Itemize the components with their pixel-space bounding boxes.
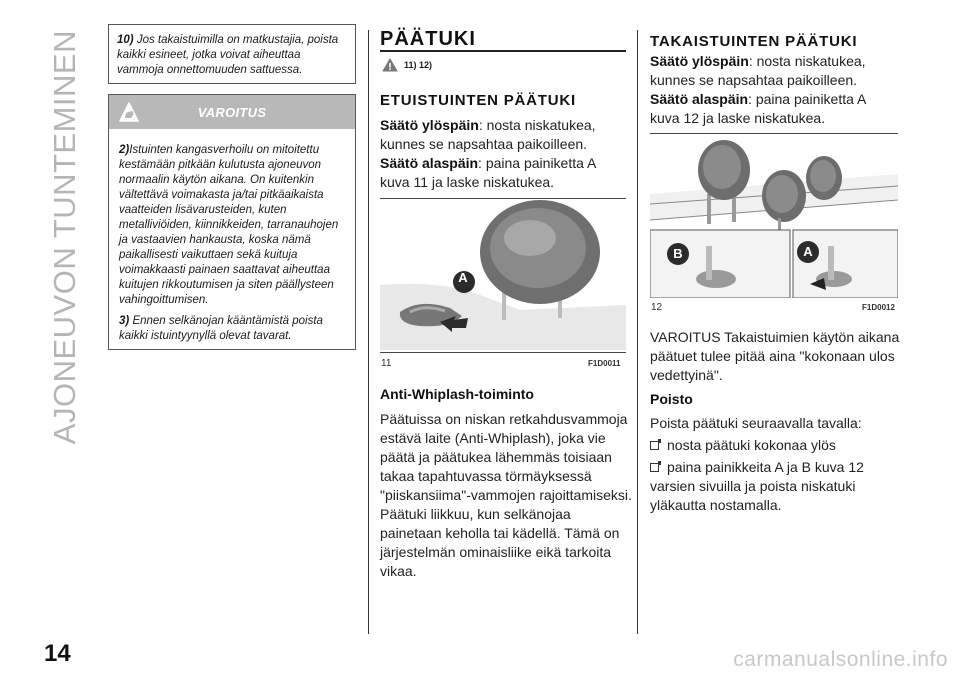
adjust-up-label: Säätö ylöspäin: [380, 117, 479, 133]
note-text: Jos takaistuimilla on matkustajia, poista kaikki esineet, jotka voivat aiheuttaa vammoja onnettomuuden sattuessa.: [117, 34, 339, 76]
adjust-up-text: : nosta niskatukea, kunnes se napsahtaa paikoilleen.: [650, 53, 866, 88]
column-divider-2: [637, 30, 638, 634]
adjust-up-text: : nosta niskatukea, kunnes se napsahtaa paikoilleen.: [380, 117, 596, 152]
figure-11-top-rule: [380, 198, 626, 199]
figure-12-number: 12: [651, 302, 663, 313]
safety-refs: [382, 58, 432, 72]
column-divider-1: [368, 30, 369, 634]
note-box-10: [108, 24, 356, 84]
watermark-text: carmanualsonline.info: [733, 648, 948, 671]
adjust-down-label: Säätö alaspäin: [650, 91, 749, 107]
whiplash-paragraph-2: Päätuki liikkuu, kun selkänojaa painetaan keholla tai kädellä. Tämä on järjestelmän ominaisliike eikä tarkoita vikaa.: [380, 506, 620, 579]
section-title-paatuki: PÄÄTUKI: [380, 28, 476, 50]
remove-step-2: [650, 458, 900, 477]
warning-title: VAROITUS: [197, 104, 267, 120]
checkbox-bullet-icon: [650, 463, 659, 472]
figure-12-rear-headrests-illustration: [650, 134, 898, 298]
chapter-side-title: [40, 30, 90, 630]
remove-intro-text: Poista päätuki seuraavalla tavalla:: [650, 415, 862, 431]
subsection-title-rear: TAKAISTUINTEN PÄÄTUKI: [650, 33, 858, 50]
remove-step-2-text: paina painikkeita A ja B kuva 12: [667, 459, 864, 475]
warning-item-number: 2): [119, 144, 130, 156]
whiplash-text: [380, 410, 632, 581]
figure-11-label-a: A: [458, 270, 468, 285]
safety-refs-text: 11) 12): [404, 60, 433, 70]
front-adjust-text: [380, 116, 628, 192]
adjust-up-label: Säätö ylöspäin: [650, 53, 749, 69]
remove-step-2-continued: varsien sivuilla ja poista niskatuki yläkautta nostamalla.: [650, 478, 856, 513]
figure-11-headrest-illustration: [380, 200, 626, 350]
figure-11-number: 11: [381, 358, 392, 369]
rear-adjust-text: [650, 52, 898, 128]
warning-body: [109, 129, 355, 344]
remove-step-1-text: nosta päätuki kokonaa ylös: [667, 437, 836, 453]
warning-header: [109, 95, 355, 129]
figure-11-bottom-rule: [380, 352, 626, 353]
adjust-down-text: : paina painiketta A kuva 12 ja laske niskatukea.: [650, 91, 866, 126]
warning-item-2: [119, 143, 345, 308]
warning-box: [108, 94, 356, 350]
note-number: 10): [117, 34, 134, 46]
chapter-title-text: AJONEUVON TUNTEMINEN: [47, 30, 82, 445]
page-number: 14: [44, 640, 71, 667]
figure-12-label-b: B: [673, 246, 683, 261]
warning-item-number: 3): [119, 315, 130, 327]
section-title-rule: [380, 50, 626, 52]
subsection-title-remove: Poisto: [650, 391, 693, 407]
checkbox-bullet-icon: [650, 441, 659, 450]
whiplash-paragraph-1: Päätuissa on niskan retkahdusvammoja estävä laite (Anti-Whiplash), joka vie päätä ja päätukea lähemmäs toisiaan takaa tapahtuvassa törmäyksessä "piiskansiima"-vammojen rajoittamiseksi.: [380, 411, 632, 503]
figure-12-label-a: A: [803, 244, 813, 259]
figure-11-code: F1D0011: [588, 359, 621, 368]
adjust-down-text: : paina painiketta A kuva 11 ja laske niskatukea.: [380, 155, 596, 190]
warning-triangle-icon: [382, 58, 398, 72]
warning-item-text: Ennen selkänojan kääntämistä poista kaikki istuintyynyllä olevat tavarat.: [119, 315, 323, 342]
warning-item-text: Istuinten kangasverhoilu on mitoitettu kestämään pitkään kulutusta ajoneuvon normaalin käytön aikana. On kuitenkin vältettävä voimakasta ja/tai pitkäaikaista vaatteiden lisävarusteiden, kuten metalliviöiden, kiinnikkeiden, tarranauhojen ja vastaavien hankausta, koska nämä paikallisesti vaikuttaen sekä kuituja voimakkaasti painaen saattavat aiheuttaa kuitujen rikkoutumisen ja siten päällysteen vahingoittumisen.: [119, 144, 339, 306]
figure-12-code: F1D0012: [862, 303, 895, 312]
adjust-down-label: Säätö alaspäin: [380, 155, 479, 171]
rear-warning-text: VAROITUS Takaistuimien käytön aikana päätuet tulee pitää aina "kokonaan ulos vedettyinä".: [650, 329, 900, 383]
subsection-title-whiplash: Anti-Whiplash-toiminto: [380, 386, 534, 402]
remove-step-1: [650, 436, 900, 455]
warning-item-3: [119, 314, 345, 344]
remove-instructions: [650, 414, 900, 515]
subsection-title-front: ETUISTUINTEN PÄÄTUKI: [380, 92, 576, 109]
